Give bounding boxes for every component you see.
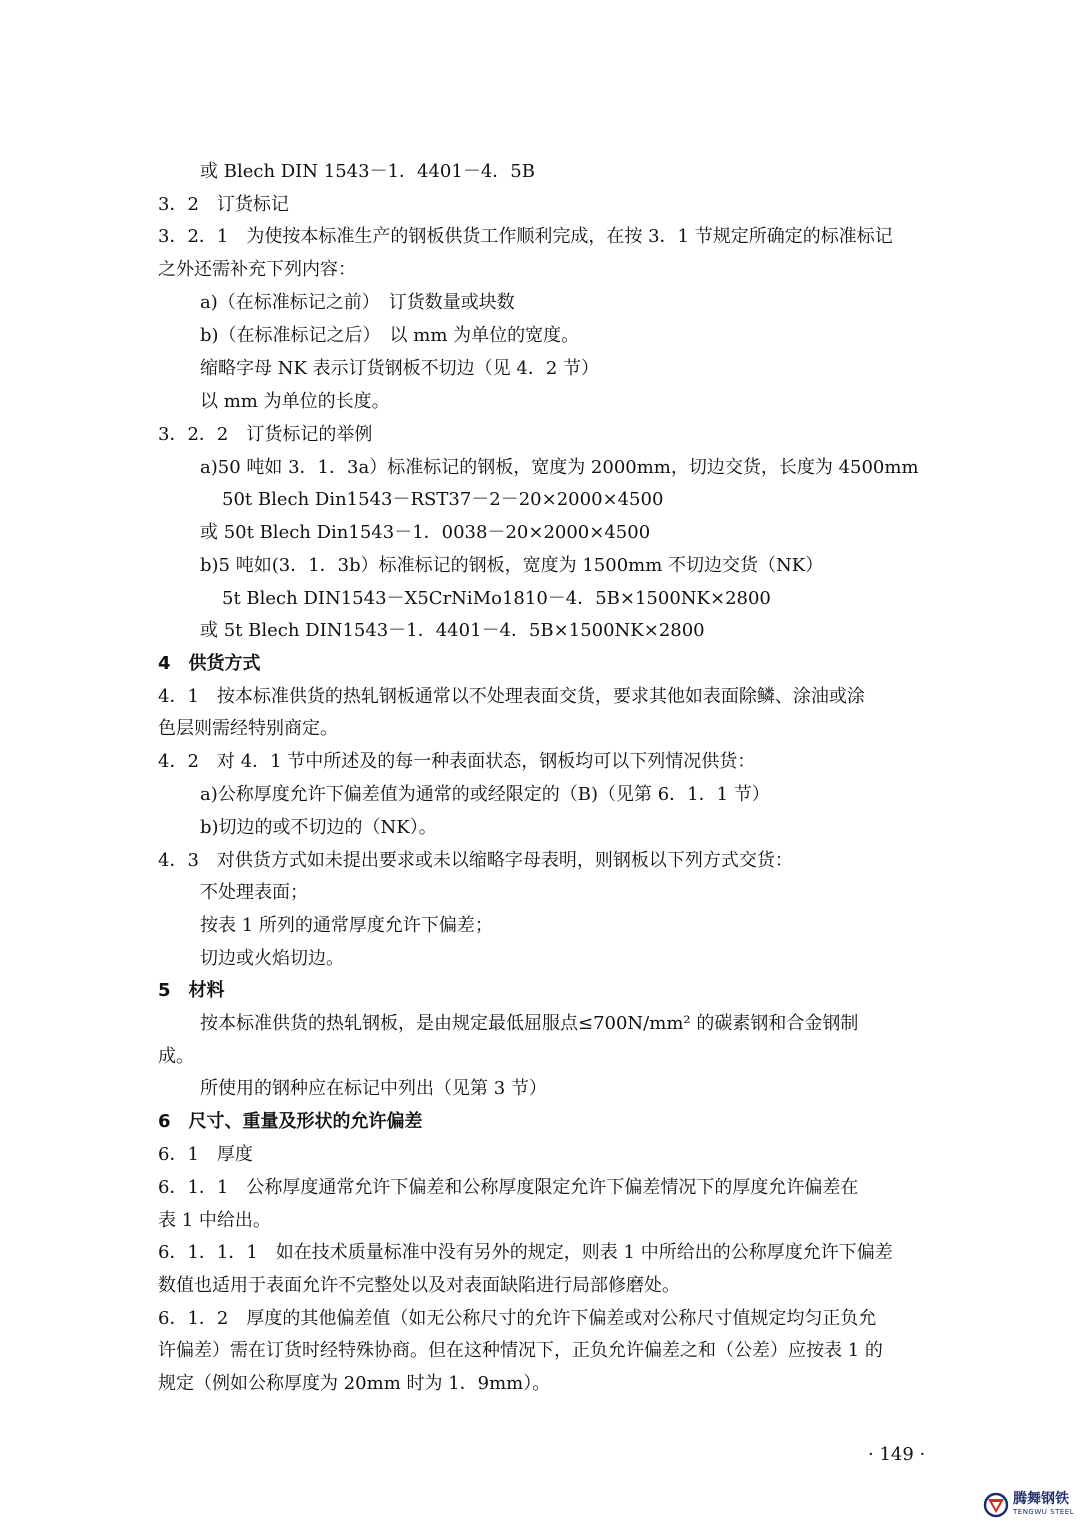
text-line: 或 50t Blech Din1543－1．0038－20×2000×4500 <box>200 522 651 543</box>
text-line: 所使用的钢种应在标记中列出（见第 3 节） <box>200 1078 547 1099</box>
text-line: b)5 吨如(3．1．3b）标准标记的钢板，宽度为 1500mm 不切边交货（NK） <box>200 555 824 576</box>
text-line: 规定（例如公称厚度为 20mm 时为 1．9mm）。 <box>158 1373 551 1394</box>
text-line: 6．1．2 厚度的其他偏差值（如无公称尺寸的允许下偏差或对公称尺寸值规定均匀正负允 <box>158 1308 877 1329</box>
section-heading: 3．2 订货标记 <box>158 194 289 215</box>
logo-icon <box>983 1492 1009 1518</box>
text-line: 许偏差）需在订货时经特殊协商。但在这种情况下，正负允许偏差之和（公差）应按表 1 的 <box>158 1340 883 1361</box>
logo-name-en: TENGWU STEEL <box>1013 1508 1075 1516</box>
text-line: a)（在标准标记之前） 订货数量或块数 <box>200 292 515 313</box>
section-heading: 3．2．2 订货标记的举例 <box>158 424 373 445</box>
text-line: 切边或火焰切边。 <box>200 948 344 969</box>
text-line: 表 1 中给出。 <box>158 1210 271 1231</box>
text-line: 或 5t Blech DIN1543－1．4401－4．5B×1500NK×2800 <box>200 620 705 641</box>
text-line: 缩略字母 NK 表示订货钢板不切边（见 4．2 节） <box>200 358 599 379</box>
logo-name-cn: 腾舞钢铁 <box>1013 1491 1069 1507</box>
section-heading: 6．1 厚度 <box>158 1144 253 1165</box>
text-line: 之外还需补充下列内容： <box>158 259 356 280</box>
text-line: 4．3 对供货方式如未提出要求或未以缩略字母表明，则钢板以下列方式交货： <box>158 850 793 871</box>
text-line: 50t Blech Din1543－RST37－2－20×2000×4500 <box>222 489 664 510</box>
chapter-heading: 4 供货方式 <box>158 653 261 674</box>
text-line: b)（在标准标记之后） 以 mm 为单位的宽度。 <box>200 325 580 346</box>
text-line: 或 Blech DIN 1543－1．4401－4．5B <box>200 161 535 182</box>
text-line: 色层则需经特别商定。 <box>158 718 338 739</box>
page-number: · 149 · <box>868 1444 926 1465</box>
text-line: 以 mm 为单位的长度。 <box>200 391 390 412</box>
text-line: 按本标准供货的热轧钢板，是由规定最低屈服点≤700N/mm² 的碳素钢和合金钢制 <box>200 1013 859 1034</box>
text-line: 6．1．1 公称厚度通常允许下偏差和公称厚度限定允许下偏差情况下的厚度允许偏差在 <box>158 1177 859 1198</box>
chapter-heading: 6 尺寸、重量及形状的允许偏差 <box>158 1111 423 1132</box>
text-line: 数值也适用于表面允许不完整处以及对表面缺陷进行局部修磨处。 <box>158 1275 680 1296</box>
text-line: 4．1 按本标准供货的热轧钢板通常以不处理表面交货，要求其他如表面除鳞、涂油或涂 <box>158 686 865 707</box>
watermark-logo <box>983 1490 1087 1520</box>
text-line: 4．2 对 4．1 节中所述及的每一种表面状态，钢板均可以下列情况供货： <box>158 751 756 772</box>
text-line: 不处理表面； <box>200 882 308 903</box>
text-line: 5t Blech DIN1543－X5CrNiMo1810－4．5B×1500NK×2800 <box>222 588 771 609</box>
text-line: 3．2．1 为使按本标准生产的钢板供货工作顺利完成，在按 3．1 节规定所确定的标准标记 <box>158 226 893 247</box>
chapter-heading: 5 材料 <box>158 980 225 1001</box>
text-line: 成。 <box>158 1046 194 1067</box>
text-line: 按表 1 所列的通常厚度允许下偏差； <box>200 915 493 936</box>
text-line: a)公称厚度允许下偏差值为通常的或经限定的（B)（见第 6．1．1 节） <box>200 784 770 805</box>
text-line: a)50 吨如 3．1．3a）标准标记的钢板，宽度为 2000mm，切边交货，长度为 4500mm <box>200 457 919 478</box>
text-line: 6．1．1．1 如在技术质量标准中没有另外的规定，则表 1 中所给出的公称厚度允许下偏差 <box>158 1242 893 1263</box>
text-line: b)切边的或不切边的（NK）。 <box>200 817 437 838</box>
